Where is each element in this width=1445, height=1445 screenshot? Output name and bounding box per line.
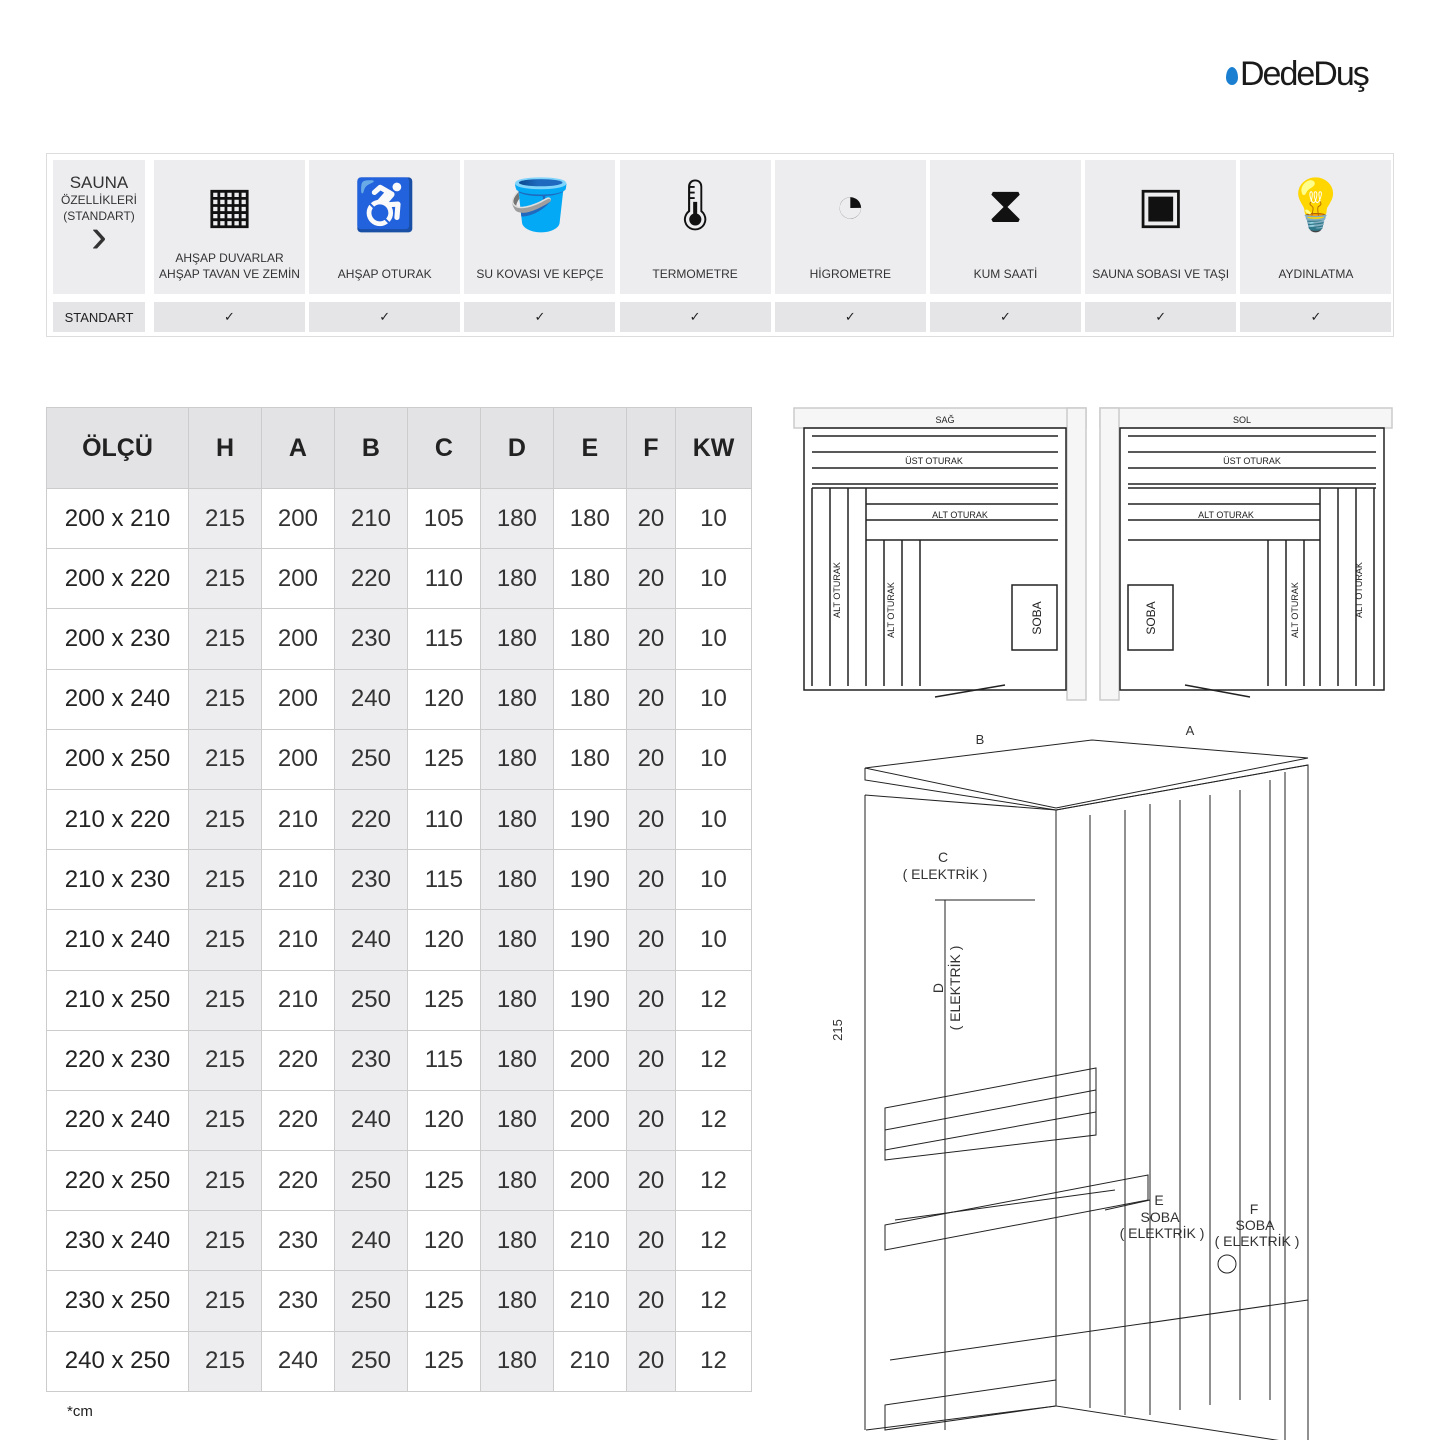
table-cell: 215 <box>189 609 262 669</box>
table-cell: 20 <box>626 1271 675 1331</box>
column-header: D <box>480 408 553 489</box>
table-cell: 200 <box>553 1151 626 1211</box>
drop-icon <box>1226 67 1238 85</box>
table-cell: 230 <box>334 609 407 669</box>
size-table <box>46 407 752 1392</box>
table-cell: 180 <box>553 489 626 549</box>
table-cell: 12 <box>676 1151 752 1211</box>
table-cell: 215 <box>189 970 262 1030</box>
table-cell: 180 <box>480 609 553 669</box>
table-cell: 10 <box>676 669 752 729</box>
feature-6: ▣ SAUNA SOBASI VE TAŞI <box>1085 160 1236 294</box>
table-cell: 215 <box>189 729 262 789</box>
table-cell: 115 <box>407 850 480 910</box>
table-cell: 20 <box>626 489 675 549</box>
table-cell: 180 <box>553 549 626 609</box>
table-cell: 200 <box>261 609 334 669</box>
svg-text:( ELEKTRİK ): ( ELEKTRİK ) <box>1214 1233 1300 1249</box>
table-cell: 10 <box>676 549 752 609</box>
feature-2: 🪣 SU KOVASI VE KEPÇE <box>464 160 615 294</box>
table-cell: 120 <box>407 669 480 729</box>
table-cell: 200 <box>261 489 334 549</box>
svg-text:SOBA: SOBA <box>1235 1217 1275 1233</box>
table-cell: 230 <box>334 850 407 910</box>
table-cell: 180 <box>480 850 553 910</box>
table-row <box>47 970 752 1030</box>
svg-text:( ELEKTRİK ): ( ELEKTRİK ) <box>1119 1225 1205 1241</box>
wood-grid-icon: ▦ <box>205 177 254 233</box>
table-cell: 200 <box>553 1030 626 1090</box>
table-cell: 215 <box>189 1211 262 1271</box>
table-row <box>47 1090 752 1150</box>
svg-text:SOBA: SOBA <box>1144 601 1158 635</box>
thermometer-icon: 🌡 <box>663 176 727 233</box>
table-cell: 250 <box>334 1271 407 1331</box>
table-cell: 180 <box>480 1331 553 1391</box>
table-row <box>47 1151 752 1211</box>
table-cell: 230 <box>261 1271 334 1331</box>
table-cell: 20 <box>626 729 675 789</box>
table-cell: 20 <box>626 970 675 1030</box>
table-cell: 200 x 240 <box>47 669 189 729</box>
table-cell: 20 <box>626 789 675 849</box>
table-row <box>47 669 752 729</box>
table-cell: 230 x 250 <box>47 1271 189 1331</box>
table-cell: 240 <box>334 1211 407 1271</box>
table-cell: 180 <box>480 970 553 1030</box>
table-cell: 12 <box>676 1271 752 1331</box>
table-cell: 110 <box>407 549 480 609</box>
table-cell: 200 <box>261 729 334 789</box>
table-cell: 210 x 220 <box>47 789 189 849</box>
table-cell: 12 <box>676 970 752 1030</box>
svg-text:ALT OTURAK: ALT OTURAK <box>1290 582 1300 638</box>
hourglass-icon: ⧗ <box>987 176 1024 233</box>
table-row <box>47 609 752 669</box>
table-cell: 215 <box>189 1331 262 1391</box>
table-cell: 180 <box>480 910 553 970</box>
column-header: ÖLÇÜ <box>47 408 189 489</box>
table-cell: 20 <box>626 549 675 609</box>
table-cell: 115 <box>407 609 480 669</box>
table-row <box>47 789 752 849</box>
svg-text:ALT OTURAK: ALT OTURAK <box>1198 510 1254 520</box>
column-header: A <box>261 408 334 489</box>
table-cell: 190 <box>553 970 626 1030</box>
table-cell: 20 <box>626 609 675 669</box>
svg-text:ALT OTURAK: ALT OTURAK <box>932 510 988 520</box>
check-icon: ✓︎ <box>309 302 460 332</box>
features-panel <box>46 153 1394 337</box>
table-cell: 230 <box>334 1030 407 1090</box>
table-cell: 12 <box>676 1090 752 1150</box>
svg-text:SOBA: SOBA <box>1140 1209 1180 1225</box>
table-cell: 180 <box>480 1211 553 1271</box>
table-cell: 220 x 240 <box>47 1090 189 1150</box>
table-cell: 120 <box>407 910 480 970</box>
check-icon: ✓︎ <box>154 302 305 332</box>
table-row <box>47 910 752 970</box>
table-cell: 20 <box>626 1151 675 1211</box>
check-icon: ✓︎ <box>930 302 1081 332</box>
table-cell: 190 <box>553 910 626 970</box>
table-cell: 10 <box>676 489 752 549</box>
table-cell: 215 <box>189 1090 262 1150</box>
wall <box>1067 408 1086 700</box>
table-cell: 240 x 250 <box>47 1331 189 1391</box>
table-cell: 20 <box>626 910 675 970</box>
table-cell: 230 <box>261 1211 334 1271</box>
features-title: SAUNA ÖZELLİKLERİ (STANDART) › <box>53 160 145 294</box>
table-cell: 210 <box>261 910 334 970</box>
table-cell: 210 <box>334 489 407 549</box>
table-cell: 250 <box>334 1331 407 1391</box>
table-cell: 125 <box>407 1331 480 1391</box>
table-cell: 180 <box>553 609 626 669</box>
table-cell: 200 <box>261 549 334 609</box>
table-cell: 180 <box>480 489 553 549</box>
table-cell: 215 <box>189 1030 262 1090</box>
table-cell: 105 <box>407 489 480 549</box>
check-icon: ✓︎ <box>1240 302 1391 332</box>
table-cell: 10 <box>676 850 752 910</box>
table-cell: 220 <box>334 789 407 849</box>
svg-text:ALT OTURAK: ALT OTURAK <box>832 562 842 618</box>
feature-4: ◔ HİGROMETRE <box>775 160 926 294</box>
table-cell: 210 <box>553 1331 626 1391</box>
table-cell: 200 <box>261 669 334 729</box>
lightbulb-icon: 💡 <box>1284 176 1348 233</box>
column-header: H <box>189 408 262 489</box>
table-cell: 210 <box>261 970 334 1030</box>
hygrometer-icon: ◔ <box>835 177 866 233</box>
table-row <box>47 1271 752 1331</box>
table-cell: 20 <box>626 1331 675 1391</box>
feature-7: 💡 AYDINLATMA <box>1240 160 1391 294</box>
feature-3: 🌡 TERMOMETRE <box>620 160 771 294</box>
table-row <box>47 489 752 549</box>
feature-5: ⧗ KUM SAATİ <box>930 160 1081 294</box>
table-cell: 215 <box>189 789 262 849</box>
table-cell: 240 <box>334 910 407 970</box>
column-header: B <box>334 408 407 489</box>
column-header: C <box>407 408 480 489</box>
table-cell: 215 <box>189 1271 262 1331</box>
table-cell: 240 <box>334 1090 407 1150</box>
table-cell: 215 <box>189 669 262 729</box>
table-cell: 210 x 250 <box>47 970 189 1030</box>
table-cell: 240 <box>261 1331 334 1391</box>
unit-note: *cm <box>67 1403 93 1420</box>
table-cell: 180 <box>480 729 553 789</box>
check-icon: ✓︎ <box>1085 302 1236 332</box>
table-cell: 220 <box>334 549 407 609</box>
svg-text:( ELEKTRİK ): ( ELEKTRİK ) <box>947 945 963 1031</box>
svg-text:ALT OTURAK: ALT OTURAK <box>886 582 896 638</box>
wall <box>1100 408 1119 700</box>
svg-text:B: B <box>975 732 985 747</box>
svg-text:A: A <box>1185 723 1195 738</box>
table-cell: 210 x 240 <box>47 910 189 970</box>
table-cell: 190 <box>553 850 626 910</box>
table-cell: 180 <box>480 789 553 849</box>
table-cell: 125 <box>407 729 480 789</box>
sauna-diagram <box>780 400 1420 1440</box>
table-cell: 10 <box>676 609 752 669</box>
table-cell: 20 <box>626 1211 675 1271</box>
svg-text:215: 215 <box>830 1019 845 1041</box>
table-cell: 210 <box>553 1211 626 1271</box>
table-cell: 220 <box>261 1030 334 1090</box>
table-row <box>47 549 752 609</box>
table-row <box>47 1030 752 1090</box>
svg-text:SOL: SOL <box>1232 415 1252 425</box>
sitting-person-icon: ♿ <box>353 176 416 233</box>
table-cell: 250 <box>334 970 407 1030</box>
svg-text:ÜST OTURAK: ÜST OTURAK <box>905 456 963 466</box>
feature-1: ♿ AHŞAP OTURAK <box>309 160 460 294</box>
feature-0: ▦ AHŞAP DUVARLAR AHŞAP TAVAN VE ZEMİN <box>154 160 305 294</box>
table-cell: 180 <box>553 669 626 729</box>
column-header: E <box>553 408 626 489</box>
table-cell: 180 <box>480 1271 553 1331</box>
table-cell: 125 <box>407 970 480 1030</box>
table-cell: 240 <box>334 669 407 729</box>
table-cell: 220 <box>261 1151 334 1211</box>
table-cell: 190 <box>553 789 626 849</box>
table-cell: 125 <box>407 1271 480 1331</box>
svg-text:F: F <box>1249 1201 1259 1217</box>
table-cell: 180 <box>480 669 553 729</box>
table-cell: 12 <box>676 1030 752 1090</box>
sauna-3d <box>865 740 1308 1440</box>
table-cell: 250 <box>334 729 407 789</box>
table-cell: 20 <box>626 1030 675 1090</box>
table-cell: 10 <box>676 910 752 970</box>
svg-text:ÜST OTURAK: ÜST OTURAK <box>1223 456 1281 466</box>
svg-text:( ELEKTRİK ): ( ELEKTRİK ) <box>902 866 988 882</box>
table-cell: 210 x 230 <box>47 850 189 910</box>
standart-label: STANDART <box>53 302 145 332</box>
svg-text:D: D <box>930 982 946 994</box>
svg-text:ALT OTURAK: ALT OTURAK <box>1354 562 1364 618</box>
table-cell: 215 <box>189 549 262 609</box>
table-cell: 200 x 210 <box>47 489 189 549</box>
table-cell: 12 <box>676 1211 752 1271</box>
table-cell: 220 x 230 <box>47 1030 189 1090</box>
table-cell: 180 <box>480 1030 553 1090</box>
table-row <box>47 1331 752 1391</box>
table-cell: 120 <box>407 1211 480 1271</box>
table-row <box>47 729 752 789</box>
table-cell: 20 <box>626 850 675 910</box>
table-cell: 200 x 230 <box>47 609 189 669</box>
column-header: F <box>626 408 675 489</box>
check-icon: ✓︎ <box>620 302 771 332</box>
stove-icon: ▣ <box>1137 177 1185 233</box>
table-cell: 10 <box>676 789 752 849</box>
table-cell: 215 <box>189 489 262 549</box>
table-cell: 230 x 240 <box>47 1211 189 1271</box>
svg-text:C: C <box>937 849 949 865</box>
table-cell: 215 <box>189 1151 262 1211</box>
table-cell: 110 <box>407 789 480 849</box>
chevron-right-icon: › <box>91 210 107 263</box>
table-cell: 20 <box>626 1090 675 1150</box>
table-cell: 180 <box>480 1151 553 1211</box>
brand-logo: DedeDuş <box>1226 55 1368 94</box>
table-cell: 200 x 250 <box>47 729 189 789</box>
table-cell: 200 x 220 <box>47 549 189 609</box>
table-cell: 220 x 250 <box>47 1151 189 1211</box>
table-cell: 180 <box>553 729 626 789</box>
table-cell: 215 <box>189 910 262 970</box>
table-cell: 180 <box>480 1090 553 1150</box>
table-cell: 180 <box>480 549 553 609</box>
table-cell: 120 <box>407 1090 480 1150</box>
table-cell: 250 <box>334 1151 407 1211</box>
table-cell: 215 <box>189 850 262 910</box>
table-cell: 210 <box>553 1271 626 1331</box>
bucket-ladle-icon: 🪣 <box>508 176 572 233</box>
table-cell: 20 <box>626 669 675 729</box>
table-cell: 10 <box>676 729 752 789</box>
table-row <box>47 850 752 910</box>
table-cell: 210 <box>261 789 334 849</box>
table-cell: 220 <box>261 1090 334 1150</box>
table-cell: 210 <box>261 850 334 910</box>
column-header: KW <box>676 408 752 489</box>
svg-text:E: E <box>1154 1192 1164 1208</box>
svg-text:SOBA: SOBA <box>1030 601 1044 635</box>
table-row <box>47 1211 752 1271</box>
table-cell: 125 <box>407 1151 480 1211</box>
check-icon: ✓︎ <box>775 302 926 332</box>
svg-text:SAĞ: SAĞ <box>935 415 955 425</box>
check-icon: ✓︎ <box>464 302 615 332</box>
table-cell: 200 <box>553 1090 626 1150</box>
table-cell: 12 <box>676 1331 752 1391</box>
table-cell: 115 <box>407 1030 480 1090</box>
